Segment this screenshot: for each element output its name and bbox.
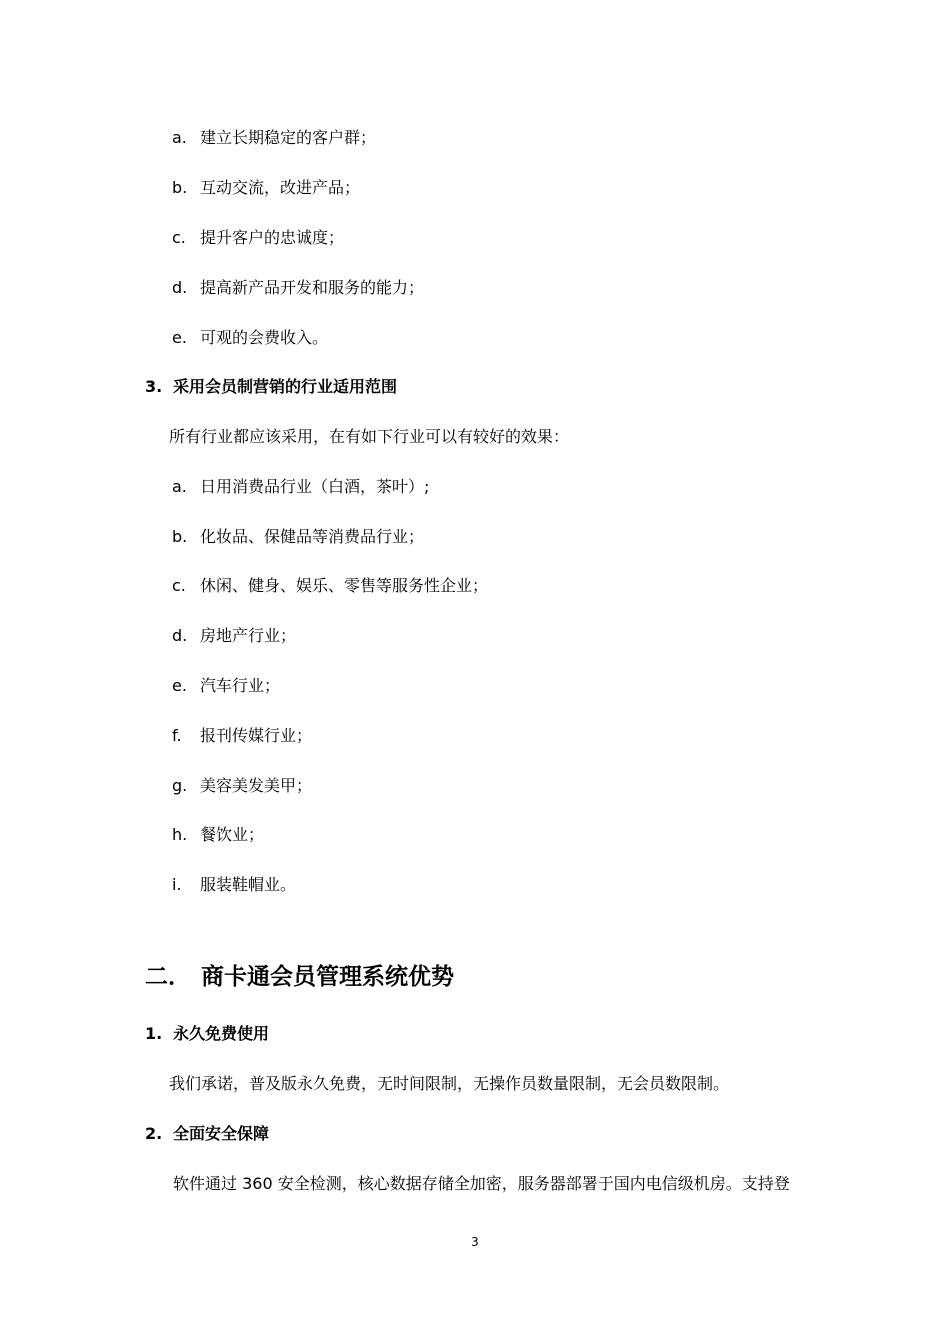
list-marker: c. [172, 576, 186, 595]
list-marker: d. [172, 626, 188, 645]
list-item-text: 提升客户的忠诚度； [200, 228, 345, 247]
paragraph: 所有行业都应该采用，在有如下行业可以有较好的效果： [169, 427, 570, 446]
list-item-text: 提高新产品开发和服务的能力； [200, 278, 425, 297]
list-item-text: 日用消费品行业（白酒，茶叶）; [200, 477, 430, 496]
list-marker: h. [172, 825, 188, 844]
list-item-text: 房地产行业； [200, 626, 297, 645]
chapter-number: 二． [145, 964, 191, 990]
list-item-text: 餐饮业； [200, 825, 265, 844]
list-marker: e. [172, 676, 187, 695]
list-marker: d. [172, 278, 188, 297]
section-heading [145, 1024, 269, 1044]
section-number: 3. [145, 377, 163, 396]
list-item-text: 可观的会费收入。 [200, 328, 329, 347]
list-marker: g. [172, 776, 188, 795]
section-number: 2. [145, 1124, 163, 1143]
list-item-text: 汽车行业； [200, 676, 281, 695]
list-item-text: 化妆品、保健品等消费品行业； [200, 527, 425, 546]
list-item-text: 休闲、健身、娱乐、零售等服务性企业； [200, 576, 489, 595]
list-item-text: 美容美发美甲； [200, 776, 313, 795]
section-heading [145, 377, 397, 397]
section-title: 全面安全保障 [173, 1124, 270, 1143]
list-item-text: 建立长期稳定的客户群； [200, 128, 377, 147]
chapter-heading [145, 962, 454, 992]
section-title: 采用会员制营销的行业适用范围 [173, 377, 398, 396]
list-marker: c. [172, 228, 186, 247]
chapter-title: 商卡通会员管理系统优势 [201, 964, 454, 990]
list-marker: a. [172, 477, 187, 496]
list-marker: a. [172, 128, 187, 147]
list-marker: b. [172, 527, 188, 546]
list-marker: i. [172, 875, 182, 894]
section-heading [145, 1124, 269, 1144]
list-item-text: 互动交流，改进产品； [200, 178, 361, 197]
paragraph: 我们承诺，普及版永久免费，无时间限制，无操作员数量限制，无会员数限制。 [169, 1074, 730, 1093]
section-title: 永久免费使用 [173, 1024, 270, 1043]
section-number: 1. [145, 1024, 163, 1043]
list-marker: e. [172, 328, 187, 347]
list-item-text: 服装鞋帽业。 [200, 875, 297, 894]
paragraph: 软件通过 360 安全检测，核心数据存储全加密，服务器部署于国内电信级机房。支持登 [173, 1174, 790, 1193]
list-marker: f. [172, 726, 182, 745]
page-number: 3 [471, 1235, 479, 1249]
list-marker: b. [172, 178, 188, 197]
list-item-text: 报刊传媒行业； [200, 726, 313, 745]
